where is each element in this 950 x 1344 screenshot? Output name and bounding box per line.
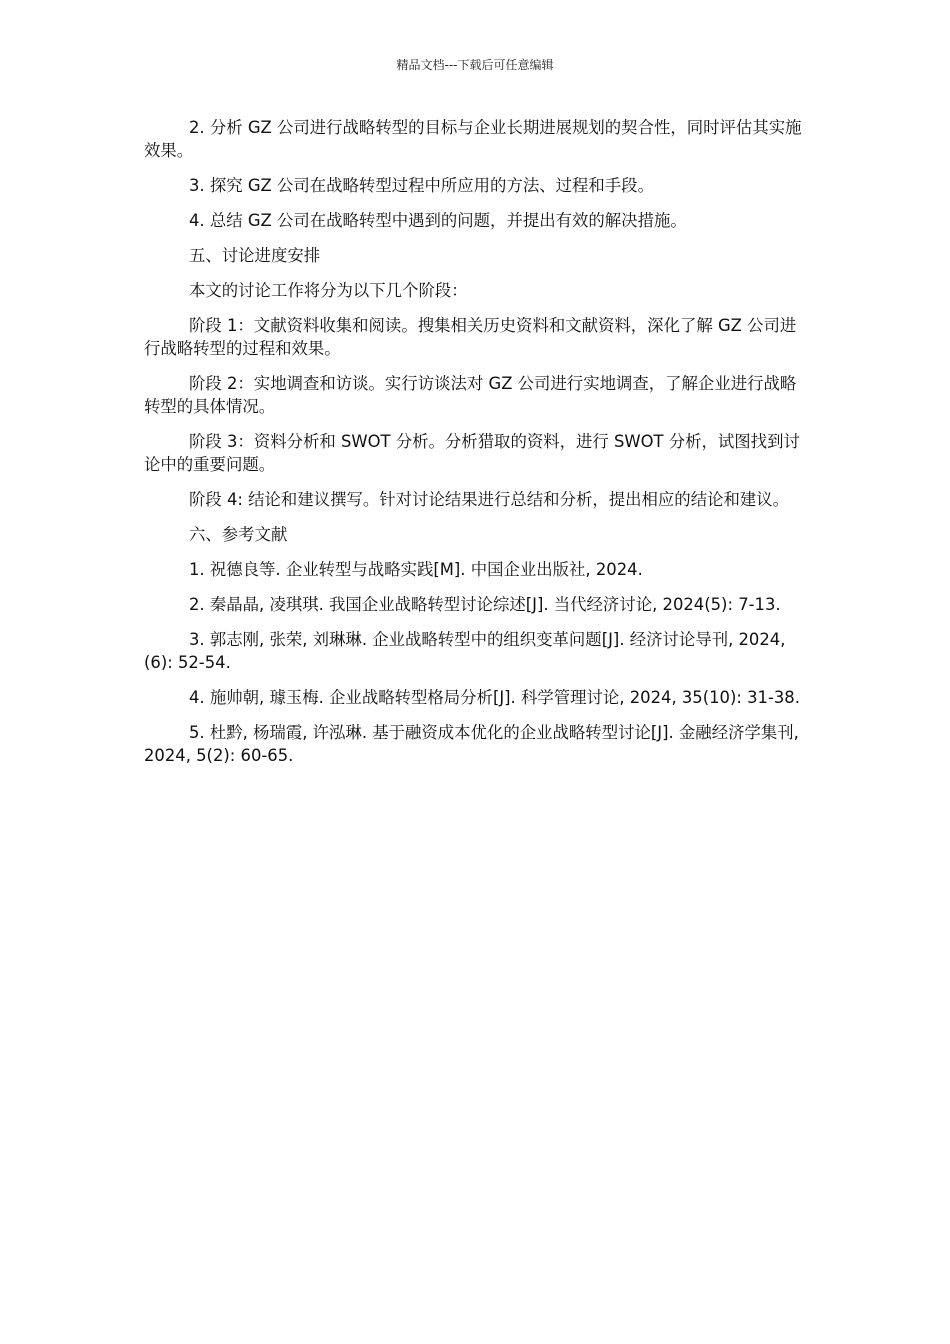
document-body bbox=[144, 116, 808, 779]
reference-item: 2. 秦晶晶, 凌琪琪. 我国企业战略转型讨论综述[J]. 当代经济讨论, 2024(5): 7-13. bbox=[189, 595, 781, 614]
stage-item: 阶段 2：实地调查和访谈。实行访谈法对 GZ 公司进行实地调查，了解企业进行战略转型的具体情况。 bbox=[144, 374, 797, 416]
section-heading-references: 六、参考文献 bbox=[189, 525, 288, 544]
objective-item: 2. 分析 GZ 公司进行战略转型的目标与企业长期进展规划的契合性，同时评估其实施效果。 bbox=[144, 118, 802, 160]
stage-item: 阶段 3：资料分析和 SWOT 分析。分析猎取的资料，进行 SWOT 分析，试图找到讨论中的重要问题。 bbox=[144, 432, 800, 474]
objective-item: 4. 总结 GZ 公司在战略转型中遇到的问题，并提出有效的解决措施。 bbox=[189, 211, 687, 230]
reference-item: 3. 郭志刚, 张荣, 刘琳琳. 企业战略转型中的组织变革问题[J]. 经济讨论导刊, 2024, (6): 52-54. bbox=[144, 630, 786, 672]
objective-item: 3. 探究 GZ 公司在战略转型过程中所应用的方法、过程和手段。 bbox=[189, 176, 654, 195]
reference-item: 1. 祝德良等. 企业转型与战略实践[M]. 中国企业出版社, 2024. bbox=[189, 560, 643, 579]
schedule-intro: 本文的讨论工作将分为以下几个阶段： bbox=[189, 281, 468, 300]
stage-item: 阶段 1：文献资料收集和阅读。搜集相关历史资料和文献资料，深化了解 GZ 公司进行战略转型的过程和效果。 bbox=[144, 316, 797, 358]
page-header: 精品文档---下载后可任意编辑 bbox=[396, 58, 554, 72]
section-heading-schedule: 五、讨论进度安排 bbox=[189, 246, 321, 265]
stage-item: 阶段 4: 结论和建议撰写。针对讨论结果进行总结和分析，提出相应的结论和建议。 bbox=[189, 490, 790, 509]
reference-item: 4. 施帅朝, 璩玉梅. 企业战略转型格局分析[J]. 科学管理讨论, 2024, 35(10): 31-38. bbox=[189, 688, 800, 707]
reference-item: 5. 杜黔, 杨瑞霞, 许泓琳. 基于融资成本优化的企业战略转型讨论[J]. 金融经济学集刊, 2024, 5(2): 60-65. bbox=[144, 723, 799, 765]
